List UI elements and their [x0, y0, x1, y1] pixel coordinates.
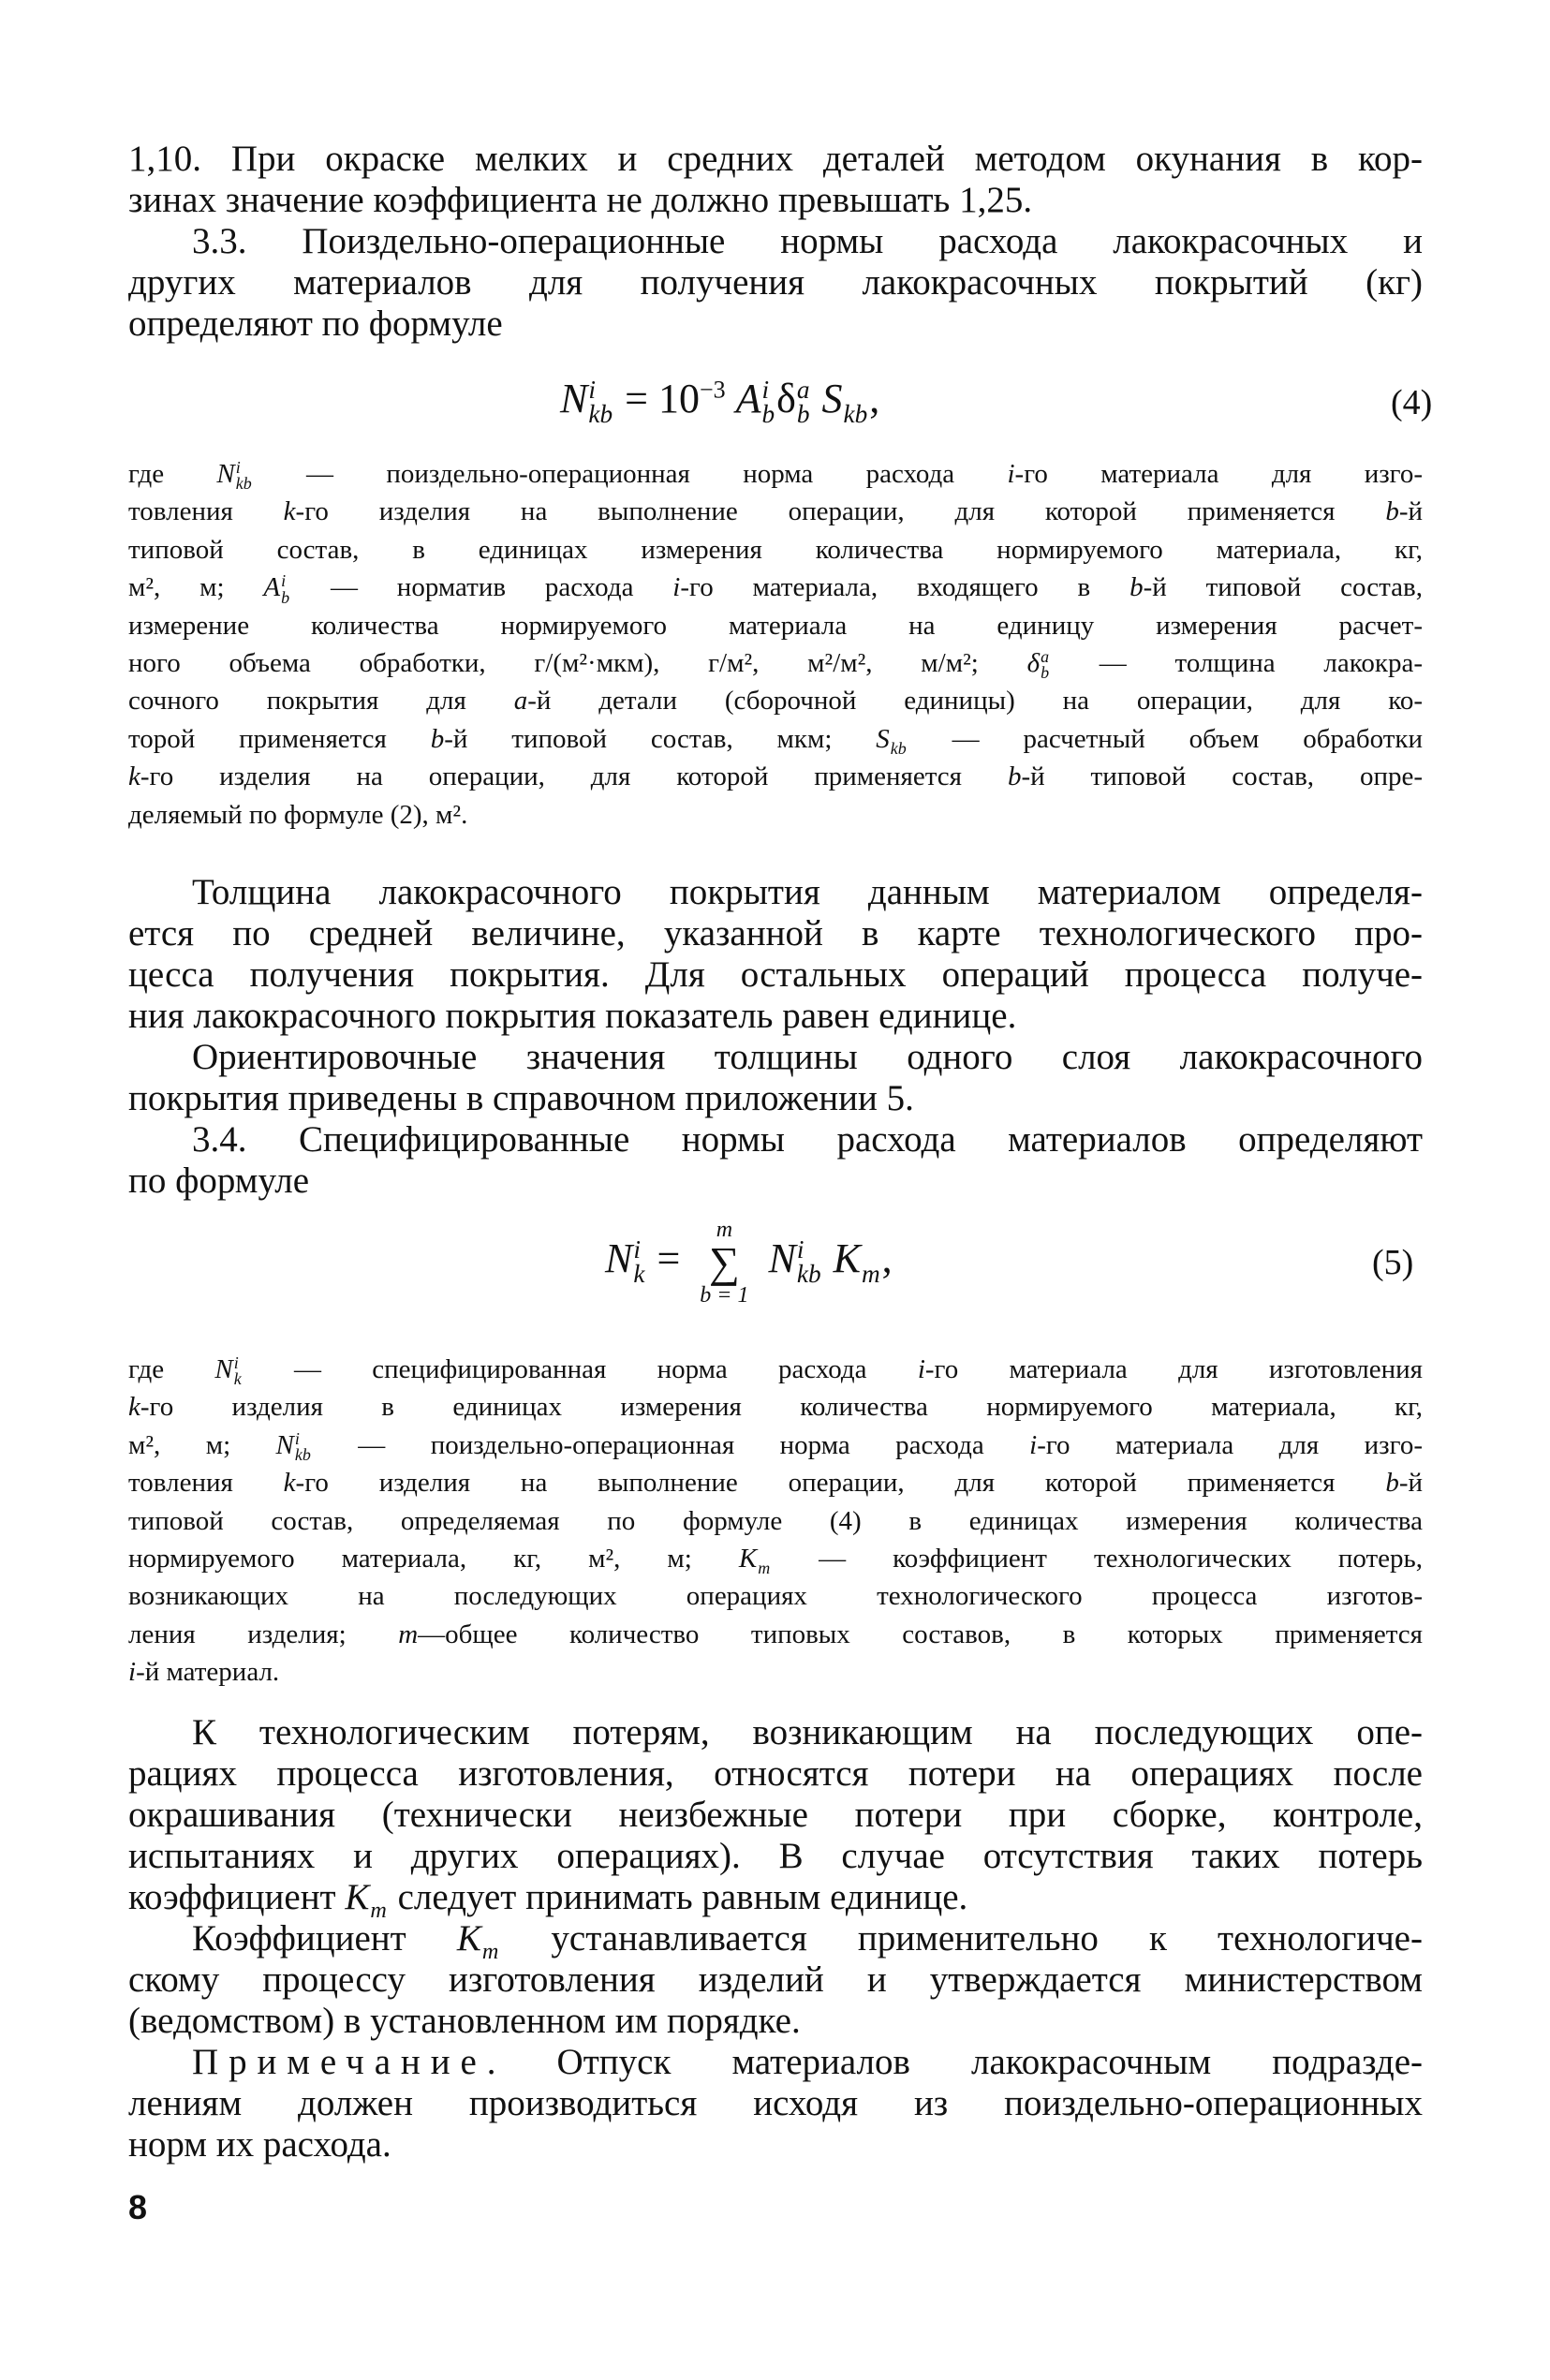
math-symbol: K: [345, 1877, 370, 1917]
paragraph-block-coating-thickness: [128, 872, 1423, 1202]
formula-sup: i: [588, 376, 596, 404]
math-indices: [891, 725, 907, 757]
text-line: нормируемого материала, кг, м², м; K т — коэффициент технологических потерь,: [128, 1543, 1423, 1578]
math-symbol: k: [128, 761, 140, 792]
formula-sub: b: [796, 399, 810, 428]
math-sup: i: [233, 1353, 239, 1373]
paragraph: [128, 1351, 1423, 1692]
paragraph: [128, 2042, 1423, 2166]
paragraph: [128, 872, 1423, 1037]
text-line: типовой состав, в единицах измерения количества нормируемого материала, кг,: [128, 534, 1423, 565]
formula-symbol: A: [735, 376, 761, 421]
sum-sign: ∑: [709, 1238, 740, 1286]
math-sub: b: [1041, 663, 1050, 683]
paragraph: [128, 1037, 1423, 1119]
formula-symbol: N: [560, 376, 588, 421]
text-line: Примечание. Отпуск материалов лакокрасочным подразде-: [192, 2042, 1423, 2082]
paragraph-block-formula-5-legend: [128, 1351, 1423, 1692]
text-line: Толщина лакокрасочного покрытия данным материалом определя-: [192, 872, 1423, 912]
text-line: k-го изделия на операции, для которой применяется b-й типовой состав, опре-: [128, 761, 1423, 792]
math-sup: i: [294, 1429, 300, 1449]
text-line: товления k-го изделия на выполнение операции, для которой применяется b-й: [128, 496, 1423, 527]
math-symbol: K: [456, 1918, 481, 1959]
math-symbol: A: [263, 572, 281, 603]
formula-sub: k: [633, 1260, 645, 1288]
math-sub: kb: [890, 739, 907, 759]
formula-5-number: (5): [1372, 1243, 1414, 1282]
page-number: 8: [128, 2188, 148, 2226]
formula-sub: kb: [796, 1260, 821, 1288]
formula-sup: i: [761, 376, 770, 404]
math-indices: [370, 1879, 386, 1922]
text-line: окрашивания (технически неизбежные потери при сборке, контроле,: [128, 1795, 1423, 1835]
math-symbol: N: [216, 459, 235, 489]
text-line: скому процессу изготовления изделий и утверждается министерством: [128, 1959, 1423, 2000]
math-symbol: b: [1385, 496, 1399, 527]
formula-sup: a: [796, 376, 810, 404]
math-sub: т: [370, 1898, 387, 1924]
text-line: товления k-го изделия на выполнение операции, для которой применяется b-й: [128, 1468, 1423, 1499]
summation: [700, 1218, 748, 1308]
formula-4: [560, 375, 879, 427]
math-symbol: k: [283, 1468, 296, 1499]
paragraph-block-formula-4-legend: [128, 455, 1423, 834]
paragraph: [128, 139, 1423, 221]
sum-upper-limit: m: [716, 1218, 733, 1242]
math-symbol: δ: [1026, 647, 1041, 678]
paragraph: [128, 1712, 1423, 1924]
text-line: лениям должен производиться исходя из поиздельно-операционных: [128, 2083, 1423, 2123]
math-indices: [295, 1431, 311, 1463]
paragraph-block-technological-losses: [128, 1712, 1423, 2166]
math-indices: [236, 460, 252, 492]
formula-sub: т: [861, 1260, 880, 1288]
math-symbol: i: [672, 572, 681, 603]
paragraph-block-intro: [128, 139, 1423, 345]
math-indices: [281, 573, 289, 605]
text-line: Ориентировочные значения толщины одного слоя лакокрасочного: [192, 1037, 1423, 1077]
math-symbol: N: [275, 1429, 294, 1460]
text-line: где N i k — специфицированная норма расхода i-го материала для изготовления: [128, 1353, 1423, 1389]
formula-comma: ,: [869, 376, 880, 421]
math-sub: т: [758, 1559, 771, 1578]
text-line: определяют по формуле: [128, 303, 503, 344]
text-line: ется по средней величине, указанной в карте технологического про-: [128, 913, 1423, 953]
text-line: м², м; N i kb — поиздельно-операционная норма расхода i-го материала для изго-: [128, 1429, 1423, 1465]
math-sup: i: [235, 458, 241, 478]
text-line: i-й материал.: [128, 1657, 280, 1688]
math-sup: a: [1041, 647, 1050, 667]
text-line: коэффициент K т следует принимать равным единице.: [128, 1877, 968, 1924]
text-line: 3.4. Специфицированные нормы расхода материалов определяют: [192, 1119, 1423, 1160]
formula-comma: ,: [881, 1235, 893, 1282]
math-symbol: a: [513, 686, 528, 717]
spaced-word: Примечание: [192, 2042, 487, 2082]
math-symbol: k: [283, 496, 296, 527]
text-line: ного объема обработки, г/(м²·мкм), г/м², м²/м², м/м²; δ a b — толщина лакокра-: [128, 647, 1423, 683]
paragraph: [128, 1119, 1423, 1202]
text-line: возникающих на последующих операциях технологического процесса изготов-: [128, 1581, 1423, 1612]
text-line: k-го изделия в единицах измерения количества нормируемого материала, кг,: [128, 1392, 1423, 1423]
text-line: цесса получения покрытия. Для остальных операций процесса получе-: [128, 954, 1423, 995]
text-line: рациях процесса изготовления, относятся потери на операциях после: [128, 1753, 1423, 1794]
text-line: других материалов для получения лакокрасочных покрытий (кг): [128, 262, 1423, 303]
text-line: Коэффициент K т устанавливается применительно к технологиче-: [192, 1918, 1423, 1965]
text-line: ления изделия; m—общее количество типовых составов, в которых применяется: [128, 1619, 1424, 1649]
math-symbol: N: [214, 1354, 233, 1384]
sum-lower-limit: b = 1: [700, 1283, 749, 1308]
math-symbol: m: [398, 1619, 419, 1649]
paragraph: [128, 221, 1423, 345]
formula-equals: =: [625, 376, 648, 421]
text-line: по формуле: [128, 1160, 310, 1201]
paragraph: [128, 455, 1423, 834]
text-line: торой применяется b-й типовой состав, мкм; S kb — расчетный объем обработки: [128, 723, 1424, 759]
math-indices: [482, 1920, 498, 1963]
math-sub: kb: [294, 1445, 311, 1465]
text-line: измерение количества нормируемого материала на единицу измерения расчет-: [128, 610, 1423, 641]
math-symbol: S: [876, 723, 890, 754]
math-symbol: b: [1129, 572, 1144, 603]
formula-symbol: S: [821, 376, 843, 421]
math-sub: kb: [235, 474, 252, 494]
formula-sub: b: [761, 399, 775, 428]
formula-4-number: (4): [1391, 383, 1433, 422]
formula-coefficient: 10: [657, 376, 700, 421]
math-sup: i: [281, 571, 287, 591]
math-sub: k: [233, 1369, 242, 1389]
text-line: испытаниях и других операциях). В случае отсутствия таких потерь: [128, 1836, 1423, 1876]
text-line: деляемый по формуле (2), м².: [128, 799, 468, 830]
math-symbol: i: [1029, 1429, 1038, 1460]
text-line: сочного покрытия для a-й детали (сборочной единицы) на операции, для ко-: [128, 686, 1423, 717]
paragraph: [128, 1918, 1423, 2042]
math-symbol: i: [1007, 459, 1015, 489]
math-indices: [1041, 649, 1049, 681]
math-indices: [758, 1545, 770, 1576]
text-line: м², м; A i b — норматив расхода i-го материала, входящего в b-й типовой состав,: [128, 571, 1423, 607]
math-symbol: b: [1007, 761, 1022, 792]
math-symbol: i: [128, 1657, 137, 1688]
formula-symbol: N: [605, 1235, 633, 1282]
text-line: 1,10. При окраске мелких и средних деталей методом окунания в кор-: [128, 139, 1423, 179]
math-symbol: b: [430, 723, 445, 754]
text-line: (ведомством) в установленном им порядке.: [128, 2001, 801, 2041]
math-indices: [234, 1355, 242, 1387]
formula-5: [605, 1218, 893, 1308]
text-line: зинах значение коэффициента не должно превышать 1,25.: [128, 180, 1033, 220]
text-line: К технологическим потерям, возникающим на последующих опе-: [192, 1712, 1423, 1752]
math-symbol: K: [738, 1543, 758, 1574]
text-line: 3.3. Поиздельно-операционные нормы расхода лакокрасочных и: [192, 221, 1423, 261]
text-line: где N i kb — поиздельно-операционная норма расхода i-го материала для изго-: [128, 458, 1424, 494]
math-symbol: b: [1385, 1468, 1399, 1499]
formula-sup: i: [633, 1235, 641, 1264]
text-line: норм их расхода.: [128, 2124, 391, 2165]
formula-equals: =: [657, 1235, 681, 1282]
math-sub: т: [481, 1939, 499, 1965]
formula-symbol: δ: [776, 376, 796, 421]
text-line: типовой состав, определяемая по формуле (4) в единицах измерения количества: [128, 1505, 1423, 1536]
formula-symbol: N: [768, 1235, 796, 1282]
math-symbol: i: [917, 1354, 925, 1384]
text-line: ния лакокрасочного покрытия показатель равен единице.: [128, 996, 1017, 1036]
formula-sup: i: [796, 1235, 805, 1264]
math-sub: b: [281, 587, 290, 607]
formula-exponent: −3: [699, 376, 726, 404]
formula-symbol: K: [833, 1235, 861, 1282]
formula-sub: kb: [843, 399, 868, 428]
formula-sub: kb: [588, 399, 613, 428]
math-symbol: k: [128, 1392, 140, 1423]
text-line: покрытия приведены в справочном приложении 5.: [128, 1078, 914, 1118]
